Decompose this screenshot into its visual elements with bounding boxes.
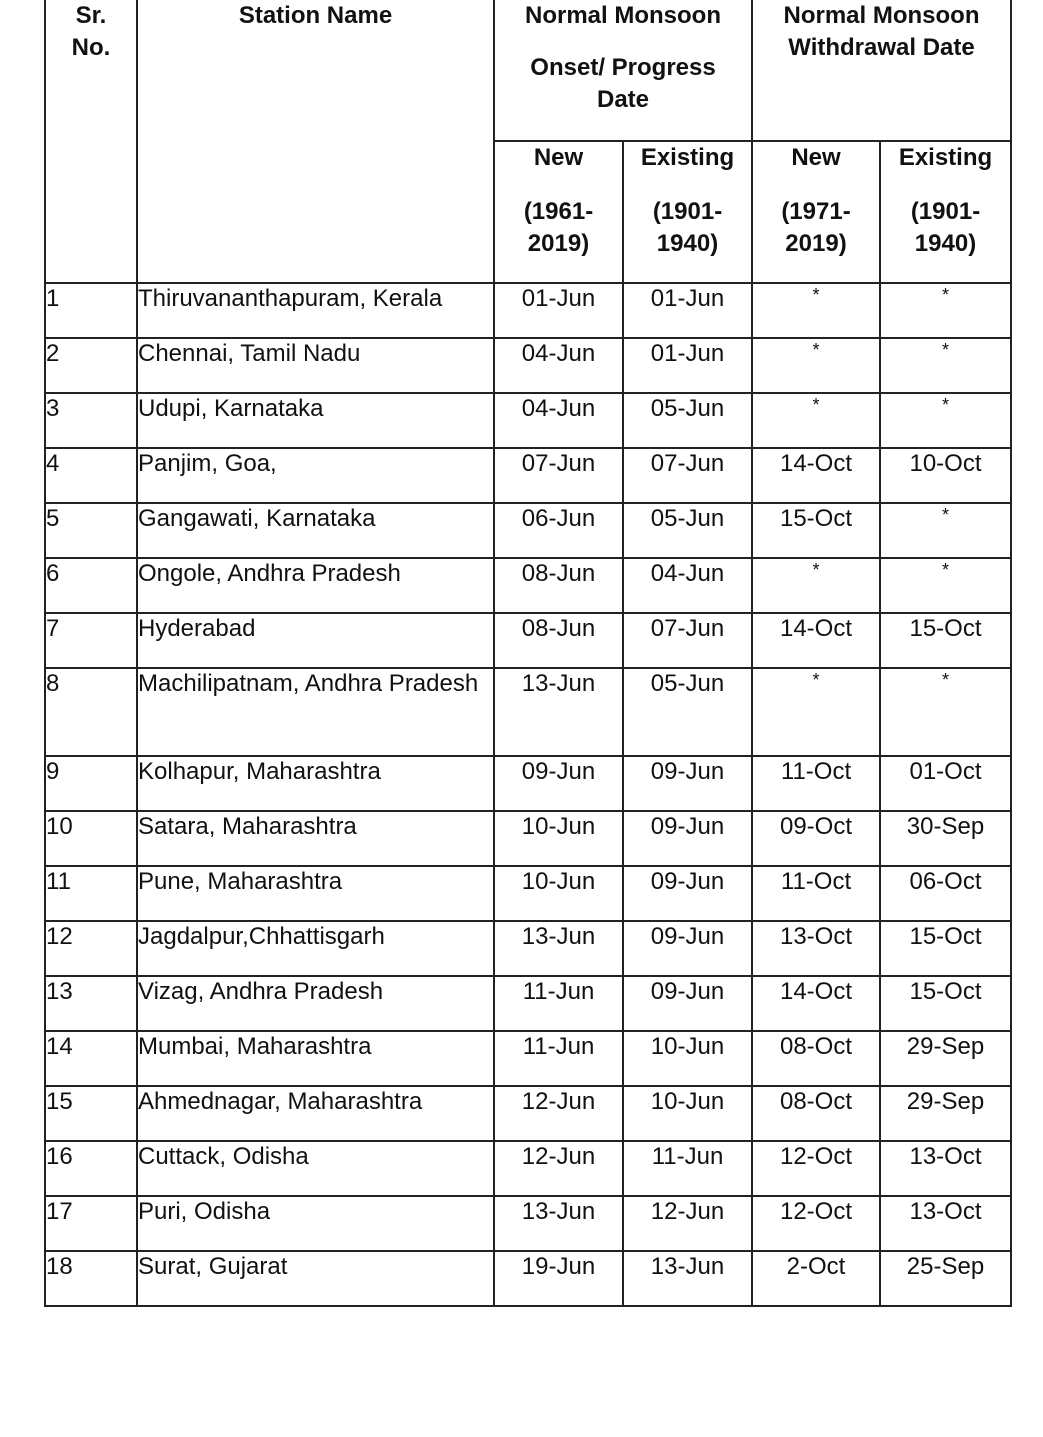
cell-onset-new: 12-Jun [494,1086,623,1141]
table-row [45,976,1011,1031]
table-row [45,1196,1011,1251]
cell-sr-no: 16 [45,1141,137,1196]
cell-withdrawal-existing: 29-Sep [880,1031,1011,1086]
table-row [45,503,1011,558]
cell-sr-no: 4 [45,448,137,503]
cell-onset-existing: 01-Jun [623,338,752,393]
cell-sr-no: 2 [45,338,137,393]
cell-onset-new: 11-Jun [494,1031,623,1086]
cell-onset-existing: 11-Jun [623,1141,752,1196]
cell-station-name: Udupi, Karnataka [137,393,494,448]
cell-sr-no: 18 [45,1251,137,1306]
table-row [45,448,1011,503]
cell-withdrawal-existing: 15-Oct [880,921,1011,976]
cell-sr-no: 11 [45,866,137,921]
cell-station-name: Vizag, Andhra Pradesh [137,976,494,1031]
cell-sr-no: 6 [45,558,137,613]
cell-onset-new: 01-Jun [494,283,623,338]
cell-withdrawal-new: * [752,283,880,338]
cell-sr-no: 5 [45,503,137,558]
cell-withdrawal-new: * [752,668,880,756]
cell-station-name: Kolhapur, Maharashtra [137,756,494,811]
table-row [45,338,1011,393]
cell-withdrawal-existing: * [880,338,1011,393]
cell-withdrawal-existing: * [880,283,1011,338]
table-row [45,866,1011,921]
cell-withdrawal-new: 14-Oct [752,976,880,1031]
cell-station-name: Satara, Maharashtra [137,811,494,866]
cell-station-name: Cuttack, Odisha [137,1141,494,1196]
cell-withdrawal-existing: * [880,503,1011,558]
cell-sr-no: 7 [45,613,137,668]
cell-station-name: Chennai, Tamil Nadu [137,338,494,393]
cell-station-name: Machilipatnam, Andhra Pradesh [137,668,494,756]
cell-onset-existing: 05-Jun [623,393,752,448]
cell-station-name: Pune, Maharashtra [137,866,494,921]
cell-onset-new: 04-Jun [494,393,623,448]
cell-withdrawal-existing: 01-Oct [880,756,1011,811]
cell-onset-new: 11-Jun [494,976,623,1031]
cell-withdrawal-new: 11-Oct [752,756,880,811]
cell-onset-new: 06-Jun [494,503,623,558]
cell-sr-no: 17 [45,1196,137,1251]
cell-withdrawal-new: * [752,338,880,393]
cell-sr-no: 9 [45,756,137,811]
cell-onset-existing: 10-Jun [623,1086,752,1141]
cell-onset-new: 10-Jun [494,866,623,921]
table-row [45,393,1011,448]
cell-sr-no: 13 [45,976,137,1031]
cell-onset-new: 13-Jun [494,921,623,976]
cell-station-name: Hyderabad [137,613,494,668]
cell-station-name: Jagdalpur,Chhattisgarh [137,921,494,976]
cell-onset-existing: 09-Jun [623,921,752,976]
cell-onset-new: 10-Jun [494,811,623,866]
table-row [45,283,1011,338]
cell-withdrawal-existing: * [880,558,1011,613]
cell-station-name: Surat, Gujarat [137,1251,494,1306]
cell-onset-existing: 05-Jun [623,668,752,756]
cell-onset-new: 07-Jun [494,448,623,503]
cell-onset-new: 13-Jun [494,1196,623,1251]
cell-withdrawal-new: 11-Oct [752,866,880,921]
cell-withdrawal-new: 12-Oct [752,1196,880,1251]
cell-withdrawal-new: 13-Oct [752,921,880,976]
cell-withdrawal-new: 14-Oct [752,448,880,503]
cell-withdrawal-existing: 15-Oct [880,976,1011,1031]
cell-station-name: Gangawati, Karnataka [137,503,494,558]
cell-sr-no: 3 [45,393,137,448]
cell-sr-no: 8 [45,668,137,756]
table-body [45,283,1011,1306]
table-row [45,921,1011,976]
cell-withdrawal-existing: 15-Oct [880,613,1011,668]
header-onset-new: New (1961- 2019) [494,141,623,283]
header-sr-no: Sr. No. [45,0,137,283]
header-withdrawal-existing: Existing (1901- 1940) [880,141,1011,283]
cell-station-name: Ahmednagar, Maharashtra [137,1086,494,1141]
monsoon-dates-table [44,0,1012,1307]
cell-withdrawal-new: 12-Oct [752,1141,880,1196]
cell-withdrawal-existing: 13-Oct [880,1196,1011,1251]
cell-onset-new: 08-Jun [494,613,623,668]
cell-withdrawal-new: 08-Oct [752,1031,880,1086]
cell-withdrawal-existing: 13-Oct [880,1141,1011,1196]
cell-onset-existing: 07-Jun [623,448,752,503]
cell-onset-existing: 05-Jun [623,503,752,558]
cell-onset-existing: 12-Jun [623,1196,752,1251]
cell-withdrawal-existing: 06-Oct [880,866,1011,921]
cell-withdrawal-new: 14-Oct [752,613,880,668]
table-row [45,1141,1011,1196]
cell-withdrawal-new: 08-Oct [752,1086,880,1141]
cell-withdrawal-existing: * [880,668,1011,756]
table-row [45,1251,1011,1306]
table-row [45,613,1011,668]
cell-onset-existing: 04-Jun [623,558,752,613]
cell-station-name: Mumbai, Maharashtra [137,1031,494,1086]
cell-onset-new: 13-Jun [494,668,623,756]
table-row [45,756,1011,811]
cell-withdrawal-existing: 29-Sep [880,1086,1011,1141]
table-row [45,668,1011,756]
cell-withdrawal-existing: 10-Oct [880,448,1011,503]
header-onset-group: Normal Monsoon Onset/ Progress Date [494,0,752,141]
cell-withdrawal-new: 15-Oct [752,503,880,558]
cell-withdrawal-existing: 25-Sep [880,1251,1011,1306]
table-row [45,558,1011,613]
cell-sr-no: 10 [45,811,137,866]
cell-withdrawal-new: 2-Oct [752,1251,880,1306]
cell-onset-existing: 13-Jun [623,1251,752,1306]
header-onset-existing: Existing (1901- 1940) [623,141,752,283]
cell-withdrawal-existing: 30-Sep [880,811,1011,866]
cell-sr-no: 1 [45,283,137,338]
cell-onset-existing: 09-Jun [623,976,752,1031]
header-withdrawal-new: New (1971- 2019) [752,141,880,283]
cell-withdrawal-existing: * [880,393,1011,448]
cell-onset-existing: 09-Jun [623,811,752,866]
cell-onset-existing: 01-Jun [623,283,752,338]
cell-withdrawal-new: 09-Oct [752,811,880,866]
cell-onset-existing: 10-Jun [623,1031,752,1086]
table-row [45,1086,1011,1141]
cell-onset-new: 12-Jun [494,1141,623,1196]
cell-station-name: Thiruvananthapuram, Kerala [137,283,494,338]
cell-withdrawal-new: * [752,393,880,448]
cell-onset-existing: 07-Jun [623,613,752,668]
cell-onset-existing: 09-Jun [623,756,752,811]
header-withdrawal-group: Normal Monsoon Withdrawal Date [752,0,1011,141]
table-row [45,1031,1011,1086]
table-row [45,811,1011,866]
cell-withdrawal-new: * [752,558,880,613]
cell-onset-new: 19-Jun [494,1251,623,1306]
cell-onset-new: 09-Jun [494,756,623,811]
cell-onset-new: 08-Jun [494,558,623,613]
cell-sr-no: 15 [45,1086,137,1141]
header-station-name: Station Name [137,0,494,283]
cell-station-name: Panjim, Goa, [137,448,494,503]
cell-onset-new: 04-Jun [494,338,623,393]
cell-station-name: Puri, Odisha [137,1196,494,1251]
cell-onset-existing: 09-Jun [623,866,752,921]
cell-sr-no: 12 [45,921,137,976]
cell-station-name: Ongole, Andhra Pradesh [137,558,494,613]
cell-sr-no: 14 [45,1031,137,1086]
